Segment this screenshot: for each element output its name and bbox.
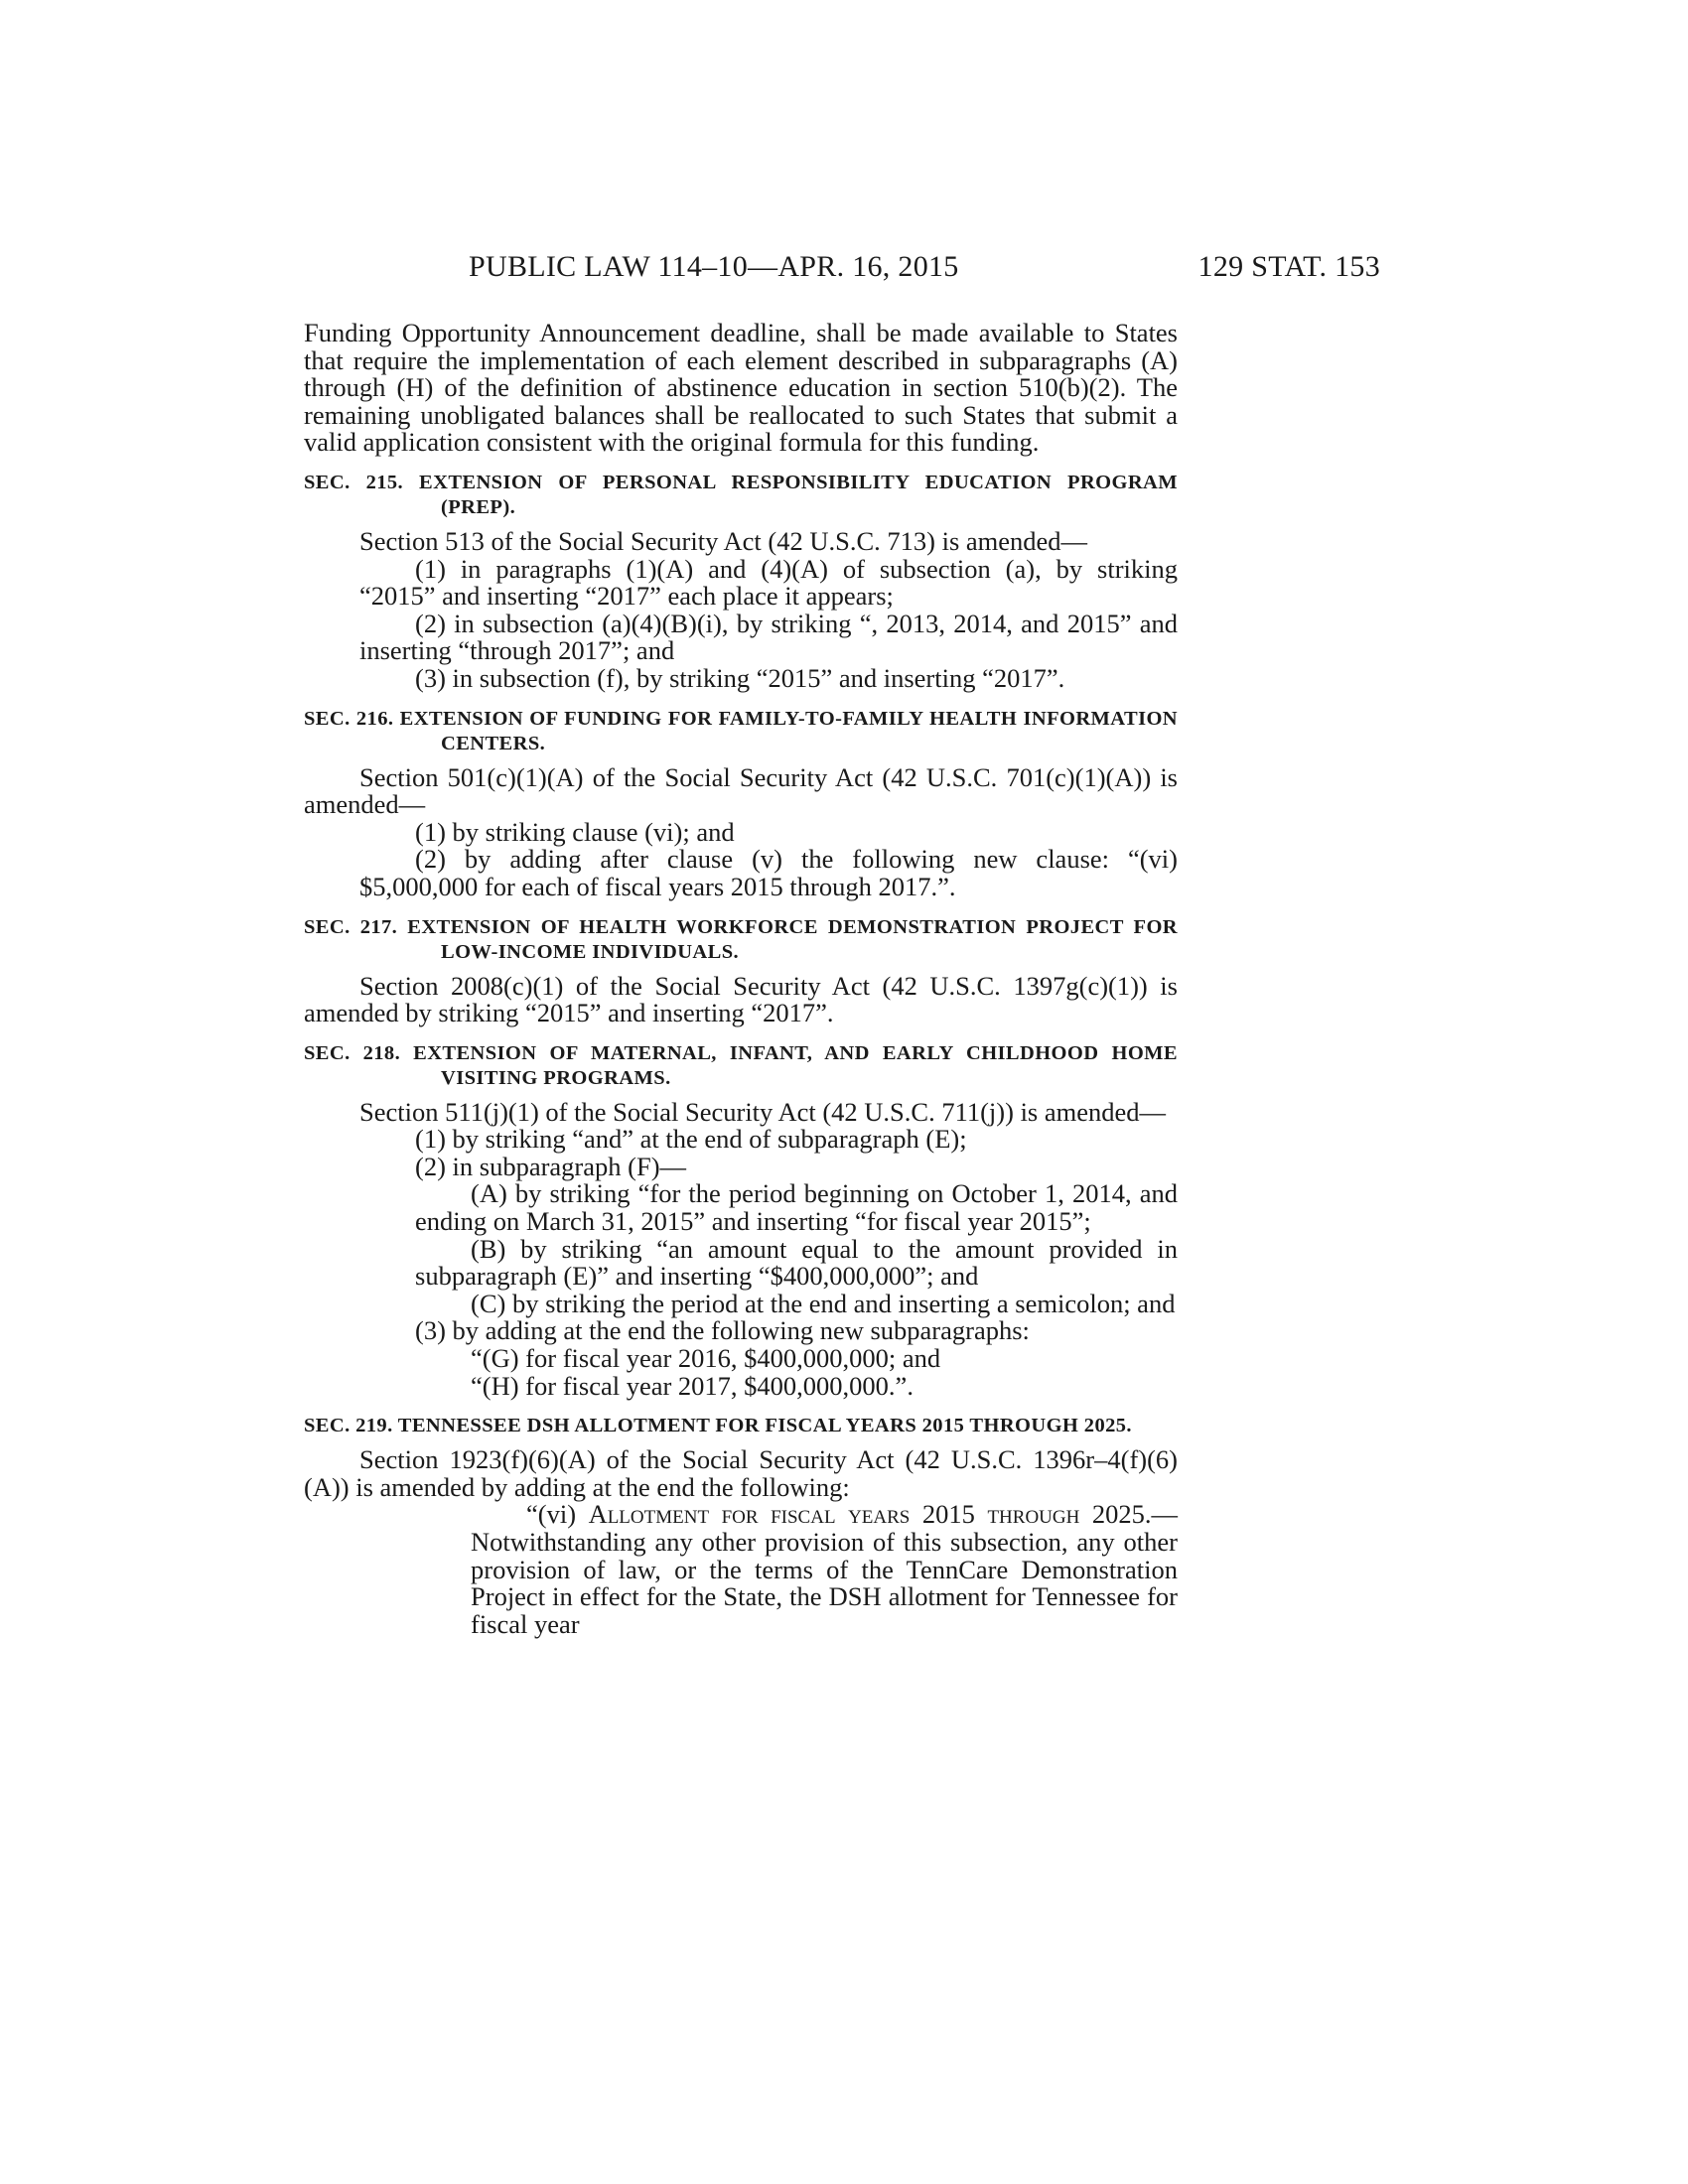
section-heading: SEC. 219. TENNESSEE DSH ALLOTMENT FOR FISCAL YEARS 2015 THROUGH 2025. xyxy=(304,1415,1132,1437)
section-heading: SEC. 217. EXTENSION OF HEALTH WORKFORCE DEMONSTRATION PROJECT FOR LOW-INCOME INDIVIDUALS. xyxy=(304,915,1178,963)
section-heading: SEC. 218. EXTENSION OF MATERNAL, INFANT, AND EARLY CHILDHOOD HOME VISITING PROGRAMS. xyxy=(304,1041,1178,1089)
subparagraph-item: (C) by striking the period at the end and inserting a semicolon; and xyxy=(471,1288,1176,1318)
section-intro: Section 2008(c)(1) of the Social Security Act (42 U.S.C. 1397g(c)(1)) is amended by striking “2015” and inserting “2017”. xyxy=(304,970,1178,1028)
subparagraph-item: (B) by striking “an amount equal to the amount provided in subparagraph (E)” and inserting “$400,000,000”; and xyxy=(415,1233,1178,1292)
paragraph-item: (3) in subsection (f), by striking “2015” and inserting “2017”. xyxy=(415,662,1065,693)
subparagraph-item: (A) by striking “for the period beginning on October 1, 2014, and ending on March 31, 2015” and inserting “for fiscal year 2015”; xyxy=(415,1178,1178,1237)
running-head: PUBLIC LAW 114–10—APR. 16, 2015 xyxy=(469,250,959,283)
section-intro: Section 1923(f)(6)(A) of the Social Security Act (42 U.S.C. 1396r–4(f)(6)(A)) is amended by adding at the end the following: xyxy=(304,1444,1178,1502)
continuation-paragraph: Funding Opportunity Announcement deadline, shall be made available to States that require the implementation of each element described in subparagraphs (A) through (H) of the definition of abstinence education in section 510(b)(2). The remaining unobligated balances shall be reallocated to such States that submit a valid application consistent with the original formula for this funding. xyxy=(304,318,1178,458)
section-218 xyxy=(304,1041,1178,1401)
section-217 xyxy=(304,915,1178,1027)
quoted-subparagraph: “(H) for fiscal year 2017, $400,000,000.”. xyxy=(471,1370,914,1401)
paragraph-item: (2) in subsection (a)(4)(B)(i), by striking “, 2013, 2014, and 2015” and inserting “through 2017”; and xyxy=(359,608,1178,666)
section-219 xyxy=(304,1414,1178,1638)
clause-text: .—Notwithstanding any other provision of this subsection, any other provision of law, or the terms of the TennCare Demonstration Project in effect for the State, the DSH allotment for Tennessee for fiscal year xyxy=(471,1499,1178,1639)
section-intro: Section 511(j)(1) of the Social Security Act (42 U.S.C. 711(j)) is amended— xyxy=(359,1096,1167,1127)
paragraph-item: (3) by adding at the end the following new subparagraphs: xyxy=(415,1315,1030,1346)
statute-page-number: 129 STAT. 153 xyxy=(1197,250,1380,283)
section-215 xyxy=(304,471,1178,693)
clause-lead: “(vi) xyxy=(526,1499,589,1530)
section-heading: SEC. 215. EXTENSION OF PERSONAL RESPONSIBILITY EDUCATION PROGRAM (PREP). xyxy=(304,471,1178,518)
section-intro: Section 501(c)(1)(A) of the Social Security Act (42 U.S.C. 701(c)(1)(A)) is amended— xyxy=(304,761,1178,820)
paragraph-item: (1) by striking “and” at the end of subparagraph (E); xyxy=(415,1124,967,1155)
clause-caption: Allotment for fiscal years 2015 through 2025 xyxy=(588,1499,1145,1530)
paragraph-item: (2) in subparagraph (F)— xyxy=(415,1151,687,1181)
section-intro: Section 513 of the Social Security Act (42 U.S.C. 713) is amended— xyxy=(359,525,1088,556)
page-header xyxy=(298,250,1380,286)
paragraph-item: (2) by adding after clause (v) the following new clause: “(vi) $5,000,000 for each of fiscal years 2015 through 2017.”. xyxy=(359,844,1178,901)
paragraph-item: (1) in paragraphs (1)(A) and (4)(A) of subsection (a), by striking “2015” and inserting “2017” each place it appears; xyxy=(359,553,1178,612)
page-body xyxy=(304,320,1178,1638)
quoted-clause xyxy=(304,1501,1178,1638)
quoted-subparagraph: “(G) for fiscal year 2016, $400,000,000; and xyxy=(471,1343,941,1374)
section-216 xyxy=(304,707,1178,901)
section-heading: SEC. 216. EXTENSION OF FUNDING FOR FAMILY-TO-FAMILY HEALTH INFORMATION CENTERS. xyxy=(304,707,1178,754)
paragraph-item: (1) by striking clause (vi); and xyxy=(415,816,735,847)
